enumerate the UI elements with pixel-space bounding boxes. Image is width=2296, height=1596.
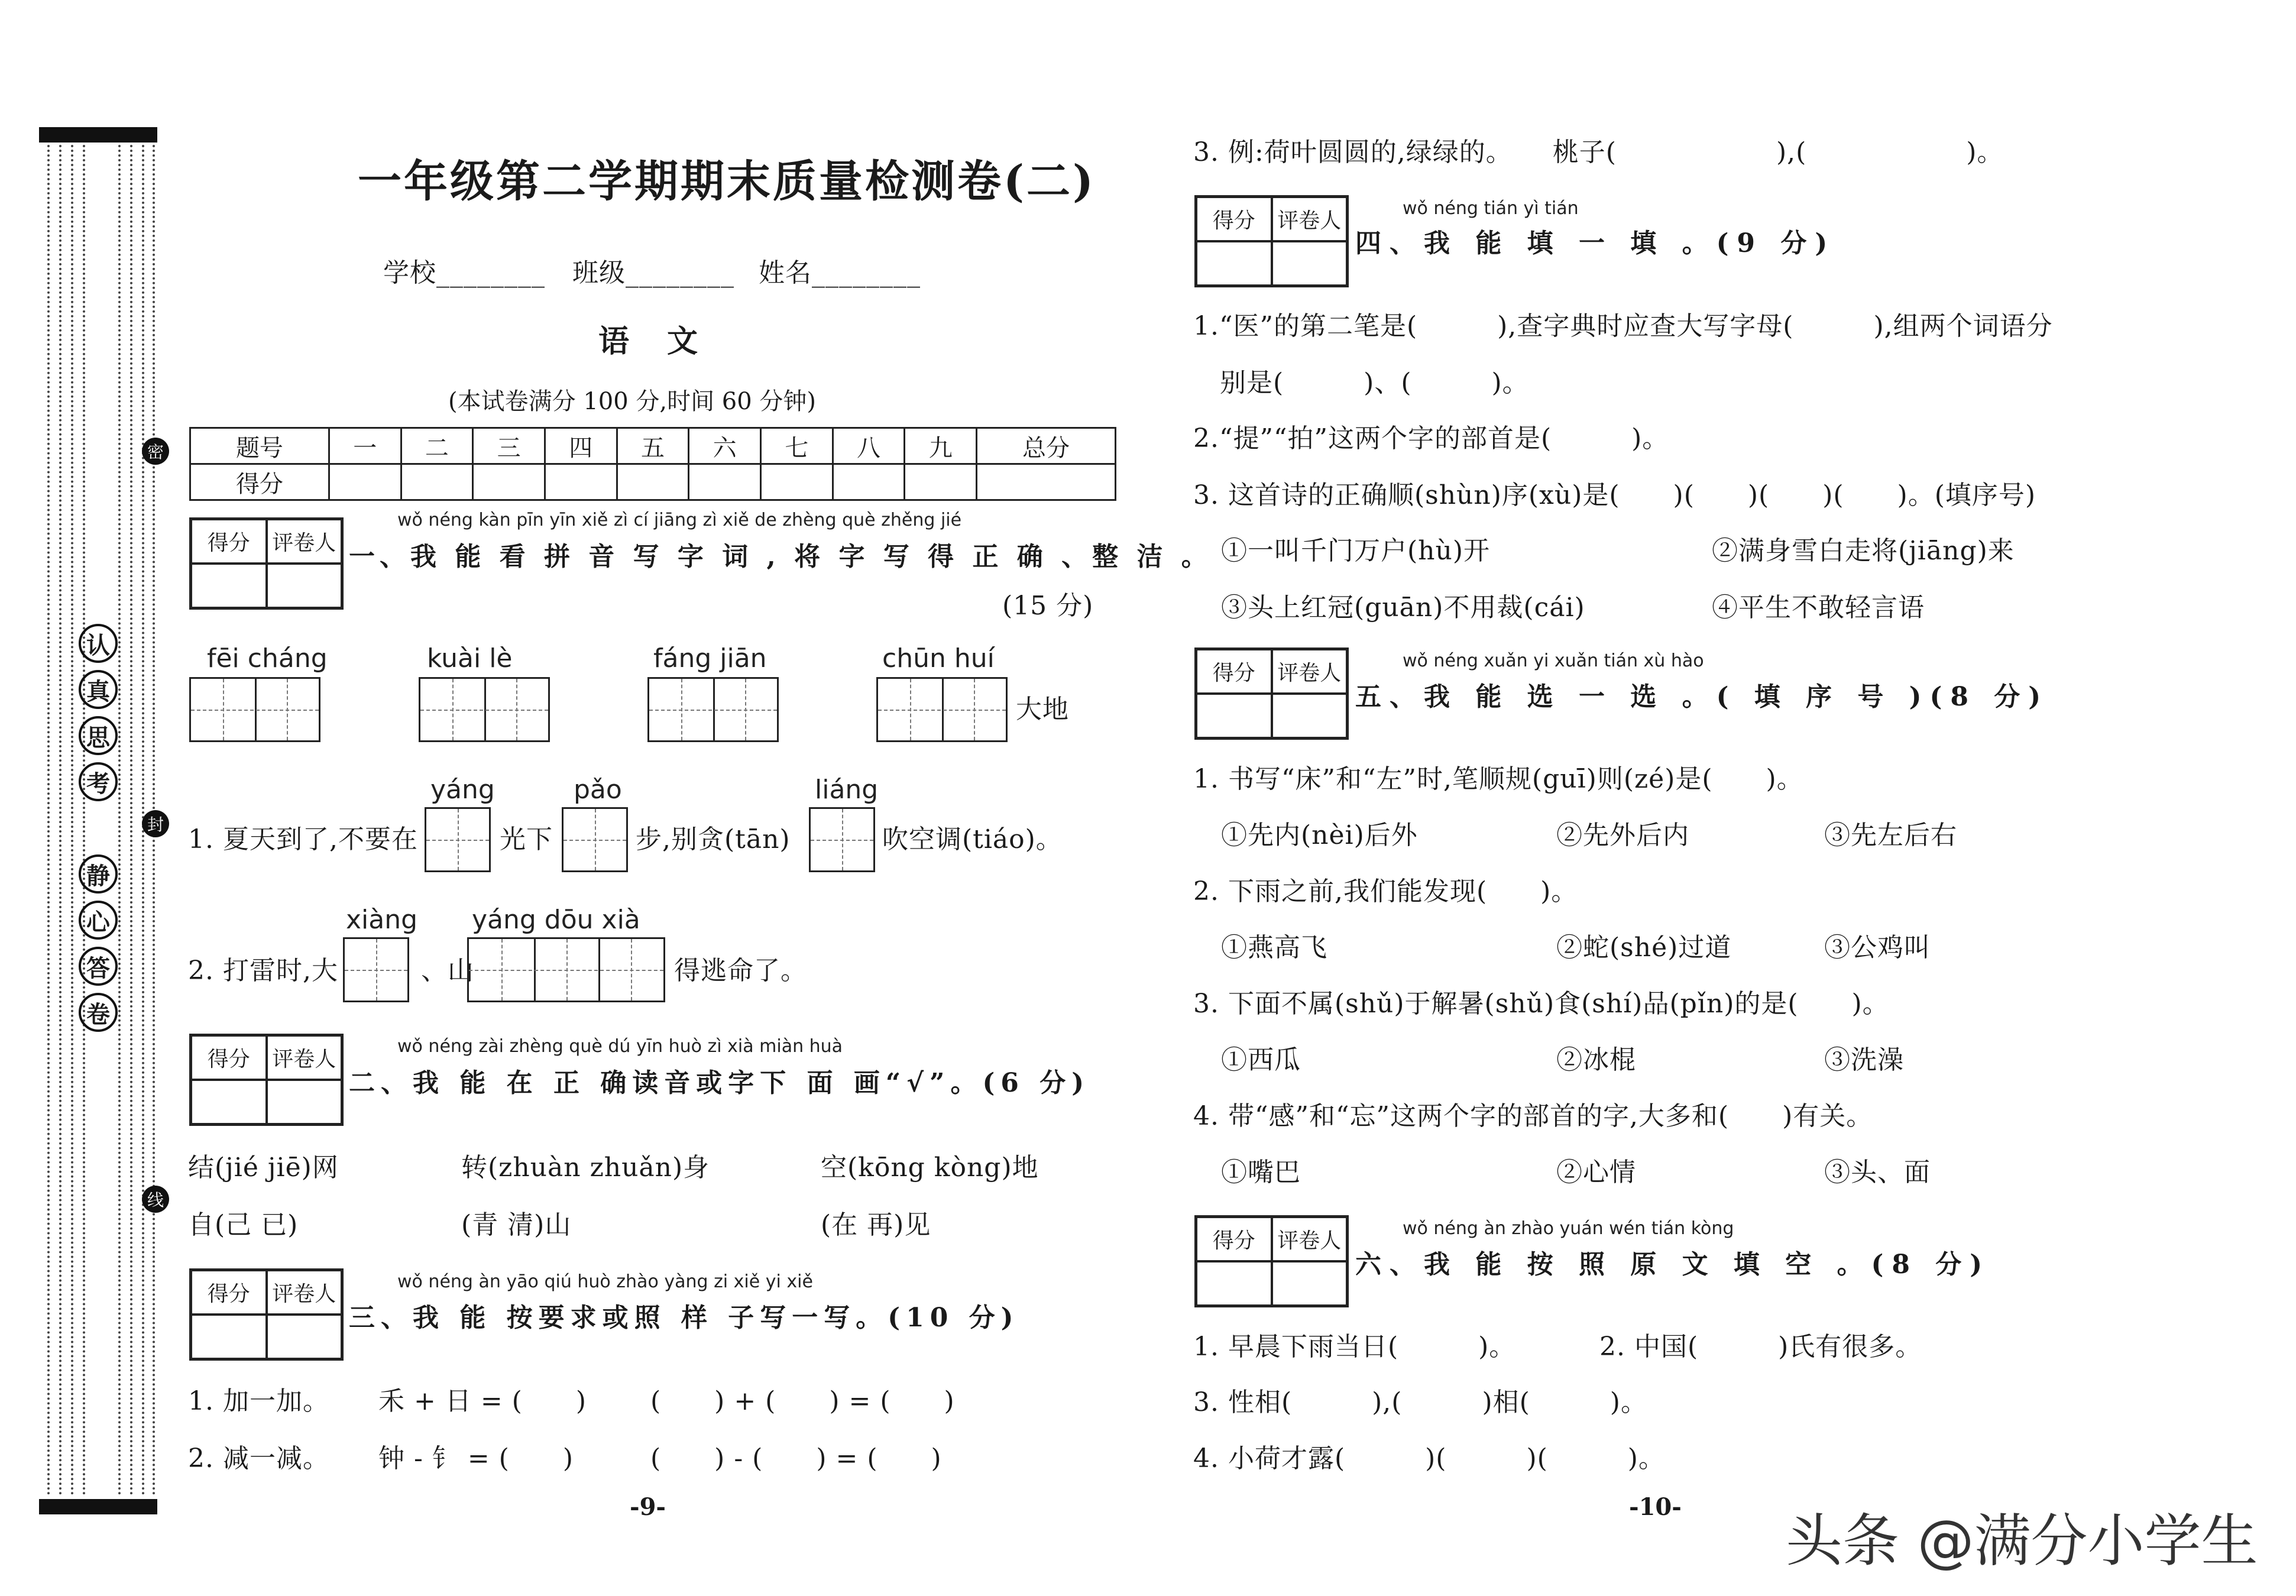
word-pinyin: fēi cháng	[207, 643, 328, 674]
question-text[interactable]: 1.“医”的第二笔是( ),查字典时应查大写字母( ),组两个词语分	[1193, 311, 2053, 341]
exam-note: (本试卷满分 100 分,时间 60 分钟)	[448, 388, 817, 415]
score-cell[interactable]	[833, 464, 905, 500]
score-header: 二	[401, 428, 473, 464]
question-example[interactable]: 3. 例:荷叶圆圆的,绿绿的。 桃子( ),( )。	[1193, 137, 2004, 167]
question-text[interactable]: 2.“提”“拍”这两个字的部首是( )。	[1193, 423, 1669, 454]
grader-score-label: 得分	[191, 1035, 267, 1080]
score-cell[interactable]	[329, 464, 401, 500]
grader-name-label: 评卷人	[267, 1270, 342, 1315]
score-header: 六	[689, 428, 761, 464]
grader-name-label: 评卷人	[1272, 1217, 1348, 1261]
option: ①嘴巴	[1221, 1157, 1301, 1187]
section3-pinyin: wǒ néng àn yāo qiú huò zhào yàng zi xiě yi xiě	[397, 1271, 813, 1292]
motto-char: 真	[79, 670, 118, 709]
motto-char: 考	[79, 762, 118, 801]
grader-cell[interactable]	[191, 1315, 267, 1359]
exercise-equation[interactable]: 钟 - 钅 = ( )	[378, 1443, 574, 1474]
exercise-label: 2. 减一减。	[188, 1443, 329, 1474]
score-header: 四	[545, 428, 617, 464]
exercise-equation[interactable]: ( ) - ( ) = ( )	[650, 1443, 942, 1474]
question-pinyin: xiàng	[346, 905, 418, 935]
name-field[interactable]: 姓名________	[759, 258, 921, 288]
section6-pinyin: wǒ néng àn zhào yuán wén tián kòng	[1403, 1218, 1734, 1239]
grader-name-label: 评卷人	[1272, 649, 1348, 694]
grader-score-label: 得分	[1196, 1217, 1272, 1261]
question-text: 1. 夏天到了,不要在	[188, 824, 418, 854]
grader-score-label: 得分	[1196, 197, 1272, 241]
grader-score-label: 得分	[1196, 649, 1272, 694]
grader-box	[189, 517, 344, 610]
option: ②先外后内	[1556, 820, 1689, 850]
motto-char: 卷	[79, 993, 118, 1032]
question-text[interactable]: 3. 性相( ),( )相( )。	[1193, 1387, 1647, 1417]
grader-cell[interactable]	[191, 1080, 267, 1124]
writing-grid[interactable]	[419, 677, 550, 742]
poem-line: ②满身雪白走将(jiāng)来	[1712, 536, 2015, 566]
writing-grid[interactable]	[876, 677, 1008, 742]
word-pinyin: kuài lè	[427, 643, 513, 674]
section3-title: 三、我 能 按要求或照 样 子写一写。(10 分)	[349, 1303, 1019, 1333]
score-table	[189, 427, 1116, 501]
writing-grid[interactable]	[647, 677, 779, 742]
option: ③洗澡	[1824, 1045, 1904, 1075]
question-text[interactable]: 2. 下雨之前,我们能发现( )。	[1193, 876, 1578, 907]
score-cell[interactable]	[545, 464, 617, 500]
grader-cell[interactable]	[1196, 694, 1272, 738]
score-cell[interactable]	[617, 464, 689, 500]
writing-grid[interactable]	[189, 677, 320, 742]
top-margin-bar	[39, 127, 157, 143]
score-cell[interactable]	[473, 464, 545, 500]
grader-box	[189, 1268, 344, 1361]
page-number-left: -9-	[630, 1493, 666, 1521]
question-pinyin: yáng	[430, 775, 495, 805]
section5-pinyin: wǒ néng xuǎn yi xuǎn tián xù hào	[1403, 650, 1704, 671]
question-text: 、山	[421, 956, 474, 986]
grader-cell[interactable]	[267, 564, 342, 608]
watermark: 头条 @满分小学生	[1786, 1508, 2258, 1574]
section1-pinyin: wǒ néng kàn pīn yīn xiě zì cí jiāng zì xiě de zhèng què zhěng jié	[397, 510, 962, 530]
writing-grid[interactable]	[562, 807, 628, 872]
exercise-equation[interactable]: 禾 + 日 = ( )	[378, 1386, 587, 1416]
grader-box	[1194, 648, 1349, 740]
question-text[interactable]: 4. 小荷才露( )( )( )。	[1193, 1443, 1665, 1474]
subject-title: 语 文	[598, 323, 702, 360]
score-header: 九	[905, 428, 977, 464]
writing-grid[interactable]	[809, 807, 875, 872]
poem-line: ③头上红冠(guān)不用裁(cái)	[1221, 593, 1585, 623]
poem-line: ④平生不敢轻言语	[1712, 593, 1925, 623]
option: ②蛇(shé)过道	[1556, 933, 1732, 963]
question-text: 步,别贪(tān)	[636, 824, 791, 854]
question-text[interactable]: 3. 这首诗的正确顺(shùn)序(xù)是( )( )( )( )。(填序号)	[1193, 480, 2036, 510]
grader-box	[189, 1034, 344, 1126]
word-pinyin: chūn huí	[882, 643, 995, 674]
writing-grid[interactable]	[343, 937, 409, 1002]
score-cell[interactable]	[689, 464, 761, 500]
grader-cell[interactable]	[267, 1315, 342, 1359]
question-text[interactable]: 别是( )、( )。	[1193, 368, 1529, 398]
option: ①西瓜	[1221, 1045, 1301, 1075]
page-title: 一年级第二学期期末质量检测卷(二)	[358, 156, 1096, 207]
score-cell[interactable]	[761, 464, 833, 500]
question-pinyin: yáng dōu xià	[472, 905, 640, 935]
poem-line: ①一叫千门万户(hù)开	[1221, 536, 1491, 566]
question-text[interactable]: 2. 中国( )氏有很多。	[1599, 1332, 1922, 1362]
score-header: 五	[617, 428, 689, 464]
bottom-margin-bar	[39, 1499, 157, 1514]
grader-cell[interactable]	[1196, 1261, 1272, 1306]
question-text[interactable]: 1. 书写“床”和“左”时,笔顺规(guī)则(zé)是( )。	[1193, 764, 1803, 794]
score-cell[interactable]	[401, 464, 473, 500]
word-pinyin: fáng jiān	[653, 643, 767, 674]
motto-char: 认	[79, 624, 118, 663]
option: ①先内(nèi)后外	[1221, 820, 1418, 850]
choice-item[interactable]: 结(jié jiē)网	[188, 1153, 339, 1183]
question-pinyin: liáng	[815, 775, 879, 805]
writing-grid[interactable]	[467, 937, 665, 1002]
seal-mark: 线	[142, 1186, 169, 1213]
grader-cell[interactable]	[267, 1080, 342, 1124]
choice-item[interactable]: (青 清)山	[461, 1210, 572, 1240]
school-field[interactable]: 学校________	[383, 258, 545, 288]
question-text: 得逃命了。	[674, 956, 807, 986]
score-header: 题号	[190, 428, 329, 464]
option: ③头、面	[1824, 1157, 1931, 1187]
grader-name-label: 评卷人	[1272, 197, 1348, 241]
grader-cell[interactable]	[1272, 241, 1348, 286]
page-number-right: -10-	[1629, 1493, 1682, 1521]
section4-title: 四、我 能 填 一 填 。(9 分)	[1355, 228, 1836, 258]
section2-title: 二、我 能 在 正 确读音或字下 面 画“√”。(6 分)	[349, 1068, 1090, 1098]
option: ①燕高飞	[1221, 933, 1327, 963]
grader-cell[interactable]	[1272, 1261, 1348, 1306]
choice-item[interactable]: 空(kōng kòng)地	[821, 1153, 1039, 1183]
section4-pinyin: wǒ néng tián yì tián	[1403, 198, 1579, 219]
question-pinyin: pǎo	[574, 775, 622, 805]
motto-char: 思	[79, 716, 118, 755]
choice-item[interactable]: 转(zhuàn zhuǎn)身	[461, 1153, 710, 1183]
score-header: 三	[473, 428, 545, 464]
score-header: 总分	[977, 428, 1116, 464]
motto-char: 静	[79, 854, 118, 893]
question-text: 吹空调(tiáo)。	[882, 824, 1063, 854]
section1-title: 一、我 能 看 拼 音 写 字 词 , 将 字 写 得 正 确 、整 洁 。	[349, 542, 1212, 572]
grader-name-label: 评卷人	[267, 519, 342, 564]
section5-title: 五、我 能 选 一 选 。( 填 序 号 )(8 分)	[1355, 682, 2049, 712]
grader-cell[interactable]	[1272, 694, 1348, 738]
question-text: 光下	[500, 824, 553, 854]
score-header: 一	[329, 428, 401, 464]
choice-item[interactable]: (在 再)见	[821, 1210, 931, 1240]
score-cell[interactable]	[905, 464, 977, 500]
exercise-label: 1. 加一加。	[188, 1386, 329, 1416]
section1-points: (15 分)	[1002, 591, 1094, 621]
question-text[interactable]: 1. 早晨下雨当日( )。	[1193, 1332, 1516, 1362]
motto-char: 答	[79, 947, 118, 986]
section2-pinyin: wǒ néng zài zhèng què dú yīn huò zì xià miàn huà	[397, 1036, 843, 1057]
option: ②冰棍	[1556, 1045, 1636, 1075]
grader-box	[1194, 1215, 1349, 1307]
grader-cell[interactable]	[191, 564, 267, 608]
motto-char: 心	[79, 901, 118, 940]
writing-grid[interactable]	[425, 807, 491, 872]
grader-score-label: 得分	[191, 1270, 267, 1315]
question-text: 2. 打雷时,大	[188, 956, 338, 986]
grader-name-label: 评卷人	[267, 1035, 342, 1080]
option: ②心情	[1556, 1157, 1636, 1187]
grader-score-label: 得分	[191, 519, 267, 564]
word-tail: 大地	[1016, 694, 1069, 724]
option: ③公鸡叫	[1824, 933, 1931, 963]
grader-cell[interactable]	[1196, 241, 1272, 286]
score-row-label: 得分	[190, 464, 329, 500]
seal-mark: 密	[142, 438, 169, 465]
exercise-equation[interactable]: ( ) + ( ) = ( )	[650, 1386, 955, 1416]
score-header: 七	[761, 428, 833, 464]
score-header: 八	[833, 428, 905, 464]
class-field[interactable]: 班级________	[572, 258, 734, 288]
grader-box	[1194, 195, 1349, 287]
choice-item[interactable]: 自(己 已)	[188, 1210, 299, 1240]
score-cell[interactable]	[977, 464, 1116, 500]
section6-title: 六、我 能 按 照 原 文 填 空 。(8 分)	[1355, 1249, 1991, 1280]
question-text[interactable]: 4. 带“感”和“忘”这两个字的部首的字,大多和( )有关。	[1193, 1101, 1873, 1131]
option: ③先左后右	[1824, 820, 1957, 850]
seal-mark: 封	[142, 810, 169, 837]
question-text[interactable]: 3. 下面不属(shǔ)于解暑(shǔ)食(shí)品(pǐn)的是( )。	[1193, 989, 1889, 1019]
